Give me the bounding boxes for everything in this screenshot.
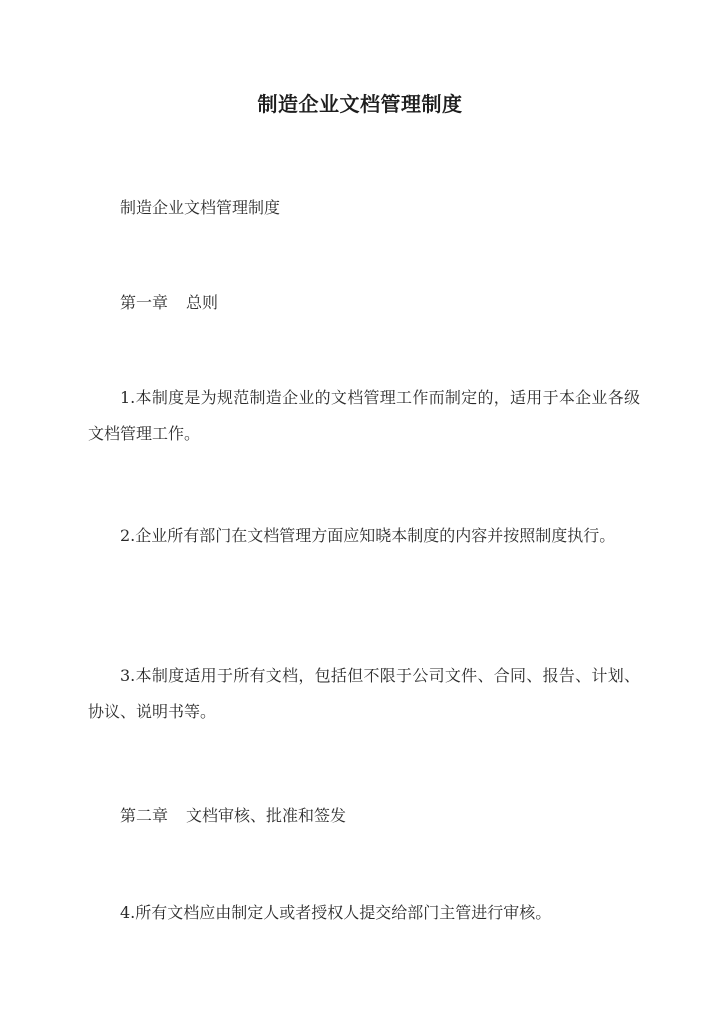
paragraph-1: 1.本制度是为规范制造企业的文档管理工作而制定的，适用于本企业各级文档管理工作。 bbox=[88, 388, 640, 443]
document-subtitle: 制造企业文档管理制度 bbox=[120, 198, 281, 217]
chapter-2-name: 文档审核、批准和签发 bbox=[186, 806, 347, 825]
document-title: 制造企业文档管理制度 bbox=[257, 92, 463, 116]
paragraph-3: 3.本制度适用于所有文档，包括但不限于公司文件、合同、报告、计划、协议、说明书等。 bbox=[88, 666, 640, 721]
chapter-1-name: 总则 bbox=[186, 293, 219, 312]
chapter-1-label: 第一章 bbox=[120, 293, 169, 312]
chapter-1-heading bbox=[88, 285, 640, 321]
chapter-2-heading bbox=[88, 798, 640, 834]
chapter-2-label: 第二章 bbox=[120, 806, 169, 825]
paragraph-2: 2.企业所有部门在文档管理方面应知晓本制度的内容并按照制度执行。 bbox=[120, 526, 616, 545]
paragraph-4: 4.所有文档应由制定人或者授权人提交给部门主管进行审核。 bbox=[120, 903, 552, 922]
